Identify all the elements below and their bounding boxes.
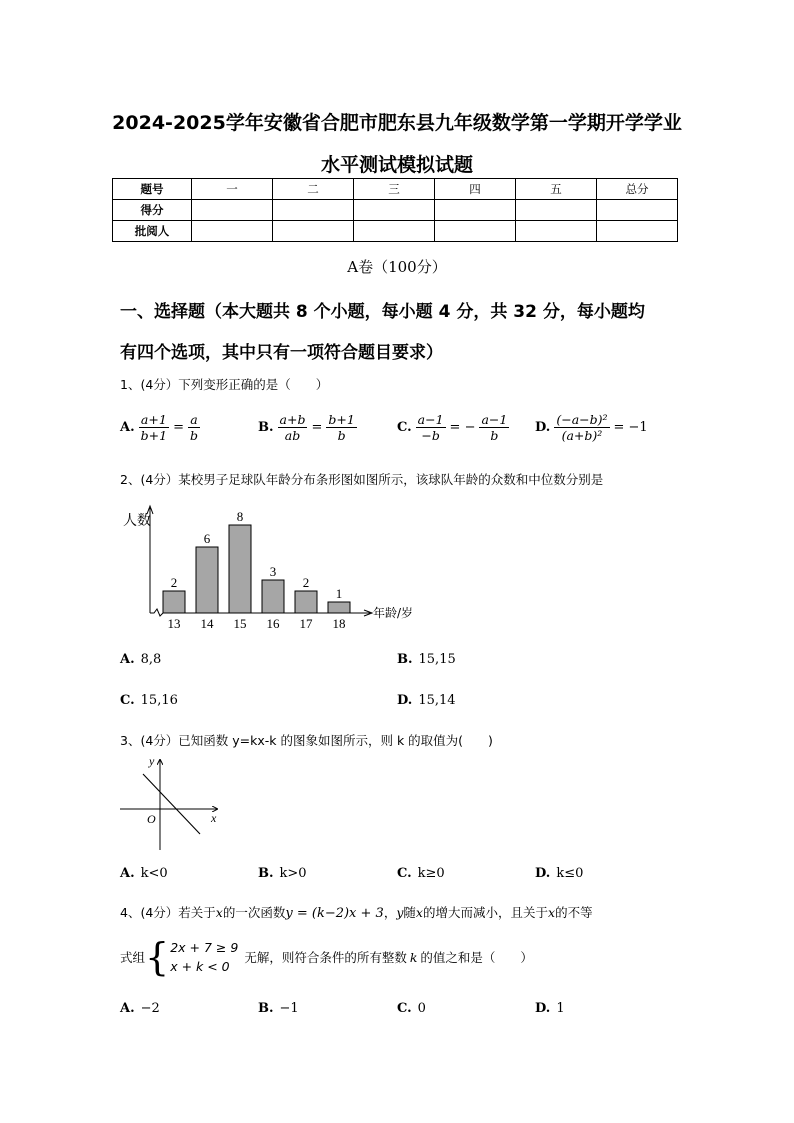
score-row <box>113 200 678 221</box>
q3-option-a[interactable] <box>120 866 168 881</box>
age-bar-chart <box>115 500 425 635</box>
numerator: a+b <box>279 412 306 427</box>
math-var: x <box>415 905 423 920</box>
reviewer-input-cell[interactable] <box>192 221 273 242</box>
q4-option-d[interactable] <box>535 1001 565 1016</box>
option-text: k>0 <box>279 866 307 881</box>
equals-sign: = <box>173 420 184 435</box>
linear-function-graph <box>115 752 225 852</box>
score-input-cell[interactable] <box>516 200 597 221</box>
option-label: C. <box>120 693 135 708</box>
score-input-cell[interactable] <box>192 200 273 221</box>
stem-text: 随 <box>403 905 416 920</box>
option-text: 8,8 <box>140 652 162 667</box>
equals-sign: = <box>311 420 323 435</box>
option-text: 15,15 <box>418 652 456 667</box>
stem-text: 的不等 <box>555 905 593 920</box>
x-axis-label: 年龄/岁 <box>373 606 414 620</box>
numerator: a−1 <box>481 412 508 427</box>
reviewer-input-cell[interactable] <box>516 221 597 242</box>
bar-value-label: 2 <box>302 575 310 590</box>
numerator: (−a−b)² <box>556 412 608 427</box>
q1-option-b[interactable] <box>258 412 357 443</box>
table-cell: 四 <box>435 179 516 200</box>
option-label: B. <box>258 420 274 435</box>
fraction <box>479 412 509 443</box>
q2-option-c[interactable] <box>120 693 178 708</box>
question-4-stem-line1 <box>120 903 593 921</box>
option-label: B. <box>258 866 274 881</box>
x-tick-label: 14 <box>200 616 214 631</box>
option-text: k≥0 <box>417 866 445 881</box>
inequality-system <box>170 938 238 976</box>
bar-value-label: 1 <box>335 586 343 601</box>
denominator: b <box>337 428 346 443</box>
bar-value-label: 2 <box>170 575 178 590</box>
question-4-stem-line2 <box>120 935 533 979</box>
reviewer-input-cell[interactable] <box>435 221 516 242</box>
option-text: 1 <box>556 1001 565 1016</box>
bar-18 <box>328 602 350 613</box>
equals-rhs: = −1 <box>613 420 648 435</box>
score-table-header-row <box>113 179 678 200</box>
option-text: k<0 <box>140 866 168 881</box>
option-text: k≤0 <box>556 866 584 881</box>
y-axis-label: 人数 <box>123 513 151 529</box>
bar-14 <box>196 547 218 613</box>
fraction <box>416 412 446 443</box>
inequality: 2x + 7 ≥ 9 <box>170 940 239 955</box>
option-text: −1 <box>279 1001 299 1016</box>
q4-option-a[interactable] <box>120 1001 160 1016</box>
denominator: b <box>189 428 198 443</box>
q3-option-d[interactable] <box>535 866 583 881</box>
bar-value-label: 8 <box>236 509 244 524</box>
stem-text: 的增大而减小，且关于 <box>422 905 548 920</box>
option-text: −2 <box>140 1001 160 1016</box>
table-cell: 二 <box>273 179 354 200</box>
section-heading-line2: 有四个选项，其中只有一项符合题目要求） <box>120 343 443 363</box>
q3-option-c[interactable] <box>397 866 445 881</box>
score-input-cell[interactable] <box>273 200 354 221</box>
numerator: b+1 <box>328 412 355 427</box>
option-label: C. <box>397 420 412 435</box>
option-label: C. <box>397 866 412 881</box>
score-input-cell[interactable] <box>354 200 435 221</box>
q2-option-d[interactable] <box>397 693 456 708</box>
stem-text: 的一次函数 <box>222 905 286 920</box>
reviewer-input-cell[interactable] <box>354 221 435 242</box>
question-1-stem: 1、(4分）下列变形正确的是（ ） <box>120 377 329 392</box>
score-table <box>112 178 678 242</box>
q3-option-b[interactable] <box>258 866 307 881</box>
fraction <box>139 412 169 443</box>
table-cell: 总分 <box>597 179 678 200</box>
table-cell: 题号 <box>113 179 192 200</box>
score-input-cell[interactable] <box>597 200 678 221</box>
equals-sign: = − <box>449 420 476 435</box>
stem-text: 式组 <box>120 950 146 965</box>
stem-text: ， <box>383 905 397 920</box>
fraction <box>278 412 308 443</box>
table-cell: 得分 <box>113 200 192 221</box>
option-text: 15,14 <box>418 693 456 708</box>
exam-title-line2: 水平测试模拟试题 <box>320 154 473 176</box>
option-label: D. <box>535 866 551 881</box>
fraction <box>326 412 356 443</box>
x-tick-label: 18 <box>332 616 346 631</box>
numerator: a−1 <box>417 412 444 427</box>
denominator: ab <box>284 428 301 443</box>
option-text: 0 <box>417 1001 426 1016</box>
question-3-stem: 3、(4分）已知函数 y=kx-k 的图象如图所示，则 k 的取值为( ) <box>120 733 493 748</box>
bar-value-label: 6 <box>203 531 211 546</box>
math-var: k <box>409 949 418 965</box>
math-var: y <box>396 905 404 920</box>
math-var: x <box>548 905 556 920</box>
q4-option-b[interactable] <box>258 1001 299 1016</box>
option-label: A. <box>120 420 135 435</box>
stem-text: 的值之和是（ ） <box>420 950 533 965</box>
inequality: x + k < 0 <box>170 959 230 974</box>
stem-text: 无解，则符合条件的所有整数 <box>244 950 407 965</box>
score-input-cell[interactable] <box>435 200 516 221</box>
table-cell: 批阅人 <box>113 221 192 242</box>
bar-17 <box>295 591 317 613</box>
option-label: A. <box>120 1001 135 1016</box>
question-2-stem: 2、(4分）某校男子足球队年龄分布条形图如图所示，该球队年龄的众数和中位数分别是 <box>120 472 604 487</box>
fraction <box>188 412 200 443</box>
q1-option-d[interactable] <box>535 412 648 443</box>
q2-option-a[interactable] <box>120 652 161 667</box>
math-function: y = (k−2)x + 3 <box>285 906 384 921</box>
table-cell: 五 <box>516 179 597 200</box>
option-label: B. <box>258 1001 274 1016</box>
math-var: x <box>215 905 223 920</box>
option-label: B. <box>397 652 413 667</box>
option-label: D. <box>397 693 413 708</box>
y-axis-label: y <box>149 754 155 768</box>
reviewer-input-cell[interactable] <box>597 221 678 242</box>
reviewer-input-cell[interactable] <box>273 221 354 242</box>
bar-16 <box>262 580 284 613</box>
reviewer-row <box>113 221 678 242</box>
option-label: A. <box>120 652 135 667</box>
x-tick-label: 17 <box>299 616 313 631</box>
bar-13 <box>163 591 185 613</box>
denominator: b+1 <box>140 428 168 443</box>
denominator: (a+b)² <box>561 428 603 443</box>
q1-option-c[interactable] <box>397 412 509 443</box>
q2-option-b[interactable] <box>397 652 456 667</box>
bar-15 <box>229 525 251 613</box>
fraction <box>554 412 609 443</box>
exam-title-line1: 2024-2025学年安徽省合肥市肥东县九年级数学第一学期开学学业 <box>112 112 682 134</box>
table-cell: 三 <box>354 179 435 200</box>
numerator: a+1 <box>140 412 167 427</box>
option-label: D. <box>535 420 551 435</box>
option-text: 15,16 <box>140 693 178 708</box>
x-axis-label: x <box>211 811 217 825</box>
x-tick-label: 13 <box>167 616 181 631</box>
system-brace: { <box>145 935 170 979</box>
x-tick-label: 15 <box>233 616 247 631</box>
bar-value-label: 3 <box>269 564 277 579</box>
option-label: A. <box>120 866 135 881</box>
denominator: −b <box>421 428 440 443</box>
section-heading-line1: 一、选择题（本大题共 8 个小题，每小题 4 分，共 32 分，每小题均 <box>120 302 645 322</box>
option-label: D. <box>535 1001 551 1016</box>
table-cell: 一 <box>192 179 273 200</box>
q4-option-c[interactable] <box>397 1001 426 1016</box>
denominator: b <box>490 428 499 443</box>
paper-label: A卷（100分） <box>347 258 447 276</box>
stem-text: 4、(4分）若关于 <box>120 905 216 920</box>
option-label: C. <box>397 1001 412 1016</box>
numerator: a <box>190 412 198 427</box>
origin-label: O <box>147 812 156 826</box>
q1-option-a[interactable] <box>120 412 200 443</box>
x-tick-label: 16 <box>266 616 280 631</box>
